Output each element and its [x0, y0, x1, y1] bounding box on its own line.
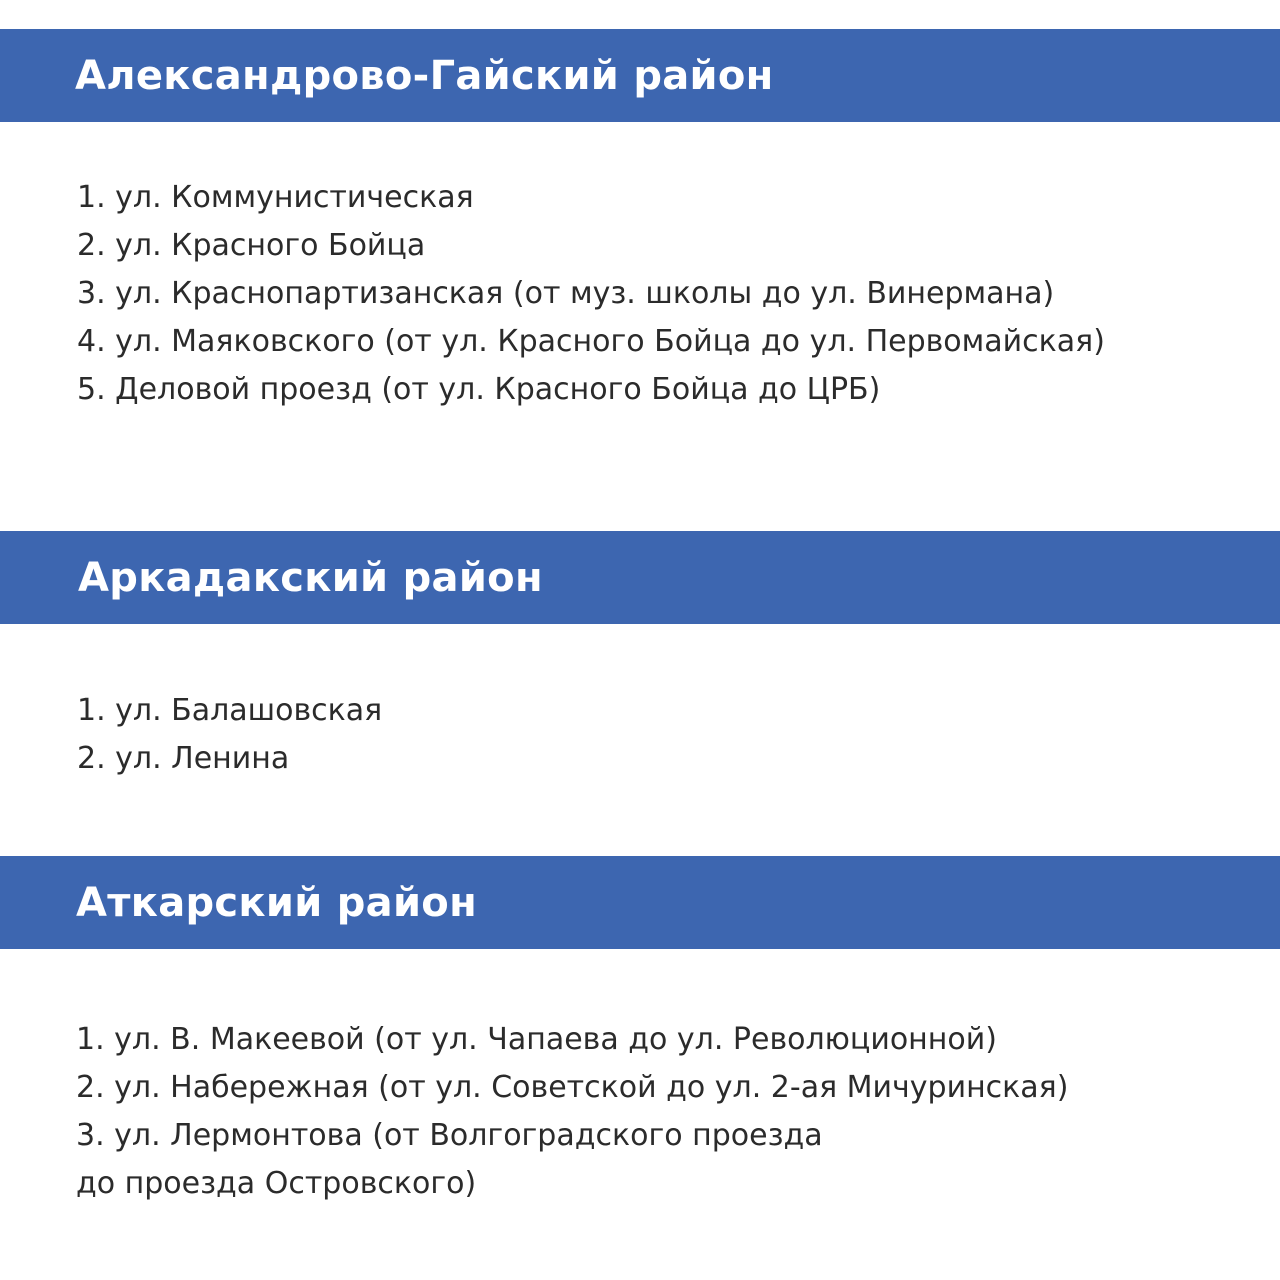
list-item: 1. ул. Коммунистическая [77, 180, 474, 215]
section-header-arkadaksky [0, 531, 1280, 624]
section-title: Александрово-Гайский район [75, 52, 774, 99]
street-list-atkarsky [76, 1016, 1068, 1208]
list-item: 2. ул. Набережная (от ул. Советской до ул. 2-ая Мичуринская) [76, 1070, 1069, 1105]
section-title: Аркадакский район [78, 554, 543, 601]
list-item: 3. ул. Краснопартизанская (от муз. школы до ул. Винермана) [77, 276, 1055, 311]
section-title: Аткарский район [76, 879, 478, 926]
list-item: 2. ул. Ленина [77, 741, 290, 776]
list-item-continuation: до проезда Островского) [76, 1166, 477, 1201]
list-item: 3. ул. Лермонтова (от Волгоградского проезда [76, 1118, 823, 1153]
list-item: 5. Деловой проезд (от ул. Красного Бойца до ЦРБ) [77, 372, 881, 407]
section-header-atkarsky [0, 856, 1280, 949]
list-item: 1. ул. Балашовская [77, 693, 383, 728]
section-header-aleksandrovo-gaysky [0, 29, 1280, 122]
list-item: 2. ул. Красного Бойца [77, 228, 426, 263]
street-list-arkadaksky [77, 687, 382, 783]
list-item: 1. ул. В. Макеевой (от ул. Чапаева до ул. Революционной) [76, 1022, 997, 1057]
list-item: 4. ул. Маяковского (от ул. Красного Бойца до ул. Первомайская) [77, 324, 1105, 359]
street-list-aleksandrovo-gaysky [77, 174, 1105, 414]
